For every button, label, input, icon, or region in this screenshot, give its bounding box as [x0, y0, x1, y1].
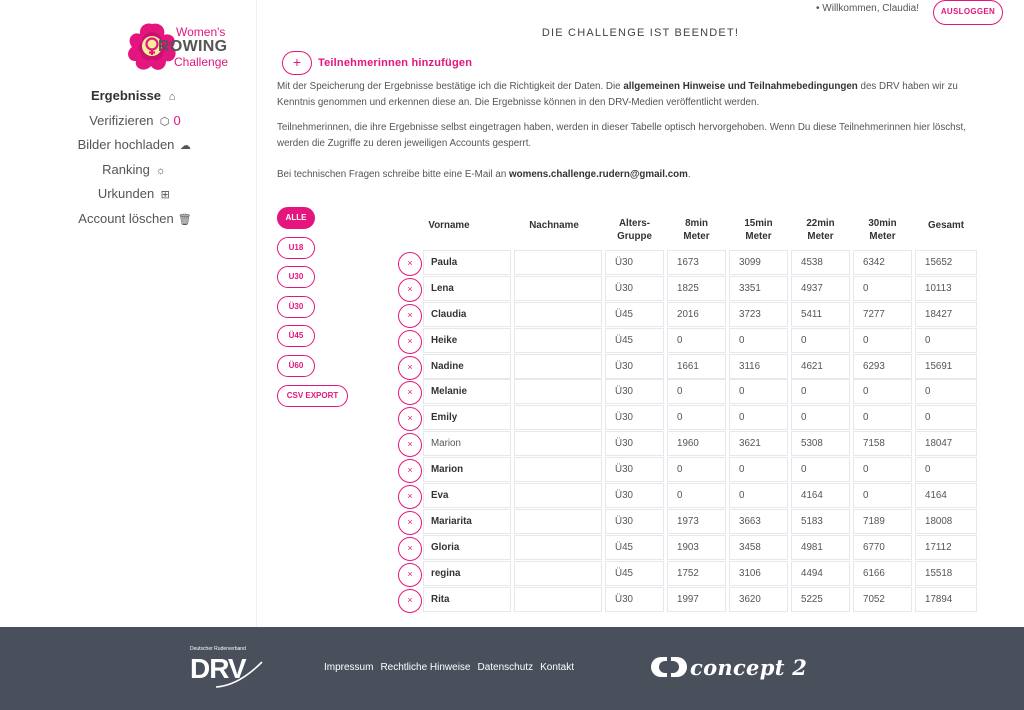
meters-22min-cell[interactable]: 4981	[791, 535, 850, 560]
lightbulb-icon: ☼	[155, 164, 166, 177]
total-cell[interactable]: 18008	[915, 509, 977, 534]
meters-30min-cell[interactable]: 0	[853, 457, 912, 482]
sidebar-nav	[0, 86, 256, 234]
total-cell[interactable]: 15518	[915, 561, 977, 586]
meters-22min-cell[interactable]: 5183	[791, 509, 850, 534]
meters-8min-cell[interactable]: 0	[667, 379, 726, 404]
concept2-wordmark: concept 2	[690, 654, 808, 680]
first-name-cell[interactable]: Eva	[423, 483, 511, 508]
header-vorname[interactable]: Vorname	[428, 220, 470, 231]
sidebar-item-verifizieren[interactable]	[0, 111, 256, 136]
filter-button[interactable]: Ü30	[277, 296, 315, 318]
last-name-cell[interactable]	[514, 328, 602, 353]
add-participants-label[interactable]: Teilnehmerinnen hinzufügen	[318, 57, 473, 69]
total-cell[interactable]: 4164	[915, 483, 977, 508]
meters-15min-cell[interactable]: 3116	[729, 354, 788, 379]
header-22min[interactable]	[791, 217, 850, 243]
trash-icon: 🗑	[177, 213, 192, 226]
filter-button[interactable]: ALLE	[277, 207, 315, 229]
terms-link[interactable]: allgemeinen Hinweise und Teilnahmebedingungen	[623, 81, 858, 92]
sidebar-item-urkunden[interactable]	[0, 184, 256, 209]
delete-participant-button[interactable]: ×	[398, 381, 422, 405]
contact-email[interactable]: womens.challenge.rudern@gmail.com	[509, 169, 688, 180]
meters-8min-cell[interactable]: 2016	[667, 302, 726, 327]
header-15min-1: 15min	[744, 218, 773, 229]
first-name-cell[interactable]: Gloria	[423, 535, 511, 560]
info-terms-text-a: Mit der Speicherung der Ergebnisse bestätige ich die Richtigkeit der Daten. Die	[277, 81, 624, 92]
table-body	[397, 250, 979, 612]
delete-participant-button[interactable]: ×	[398, 563, 422, 587]
info-contact-text: Bei technischen Fragen schreibe bitte eine E-Mail an	[277, 169, 509, 180]
first-name-cell[interactable]: Melanie	[423, 379, 511, 404]
meters-8min-cell[interactable]: 0	[667, 328, 726, 353]
last-name-cell[interactable]	[514, 302, 602, 327]
meters-22min-cell[interactable]: 5308	[791, 431, 850, 456]
meters-15min-cell[interactable]: 3351	[729, 276, 788, 301]
info-terms	[277, 79, 997, 111]
age-group-cell[interactable]: Ü30	[605, 457, 664, 482]
footer-link-datenschutz[interactable]: Datenschutz	[477, 662, 534, 673]
total-cell[interactable]: 0	[915, 328, 977, 353]
header-22min-1: 22min	[806, 218, 835, 229]
meters-15min-cell[interactable]: 0	[729, 457, 788, 482]
csv-export-button[interactable]: CSV EXPORT	[277, 385, 348, 407]
sidebar-item-account-löschen[interactable]	[0, 209, 256, 234]
home-icon: ⌂	[168, 91, 176, 103]
total-cell[interactable]: 0	[915, 405, 977, 430]
age-group-cell[interactable]: Ü45	[605, 535, 664, 560]
last-name-cell[interactable]	[514, 276, 602, 301]
header-15min-2: Meter	[745, 231, 772, 242]
meters-8min-cell[interactable]: 1752	[667, 561, 726, 586]
table-row	[397, 379, 979, 405]
table-header	[397, 217, 979, 247]
last-name-cell[interactable]	[514, 250, 602, 275]
table-row	[397, 354, 979, 380]
meters-30min-cell[interactable]: 7052	[853, 587, 912, 612]
delete-participant-button[interactable]: ×	[398, 459, 422, 483]
welcome-text: • Willkommen, Claudia!	[816, 3, 919, 14]
footer-link-impressum[interactable]: Impressum	[324, 662, 374, 673]
table-row	[397, 405, 979, 431]
footer-link-rechtliche-hinweise[interactable]: Rechtliche Hinweise	[380, 662, 471, 673]
meters-22min-cell[interactable]: 0	[791, 379, 850, 404]
age-group-cell[interactable]: Ü30	[605, 276, 664, 301]
meters-8min-cell[interactable]: 1673	[667, 250, 726, 275]
sidebar-item-label: Ranking	[102, 161, 150, 177]
footer-link-kontakt[interactable]: Kontakt	[540, 662, 575, 673]
meters-22min-cell[interactable]: 4538	[791, 250, 850, 275]
brand-wordmark	[158, 25, 229, 69]
last-name-cell[interactable]	[514, 561, 602, 586]
table-row	[397, 457, 979, 483]
meters-22min-cell[interactable]: 5225	[791, 587, 850, 612]
filter-button[interactable]: U30	[277, 266, 315, 288]
filter-button[interactable]: Ü60	[277, 355, 315, 377]
meters-15min-cell[interactable]: 0	[729, 328, 788, 353]
meters-22min-cell[interactable]: 4937	[791, 276, 850, 301]
results-table	[397, 217, 979, 605]
last-name-cell[interactable]	[514, 457, 602, 482]
delete-participant-button[interactable]: ×	[398, 330, 422, 354]
brand-line-3: Challenge	[174, 55, 229, 69]
table-row	[397, 302, 979, 328]
first-name-cell[interactable]: Lena	[423, 276, 511, 301]
meters-30min-cell[interactable]: 0	[853, 483, 912, 508]
age-group-cell[interactable]: Ü30	[605, 405, 664, 430]
table-row	[397, 276, 979, 302]
meters-30min-cell[interactable]: 0	[853, 405, 912, 430]
meters-8min-cell[interactable]: 0	[667, 483, 726, 508]
last-name-cell[interactable]	[514, 379, 602, 404]
age-group-cell[interactable]: Ü30	[605, 431, 664, 456]
meters-30min-cell[interactable]: 0	[853, 379, 912, 404]
table-row	[397, 587, 979, 613]
meters-15min-cell[interactable]: 3458	[729, 535, 788, 560]
total-cell[interactable]: 17112	[915, 535, 977, 560]
header-nachname[interactable]: Nachname	[529, 220, 579, 231]
table-row	[397, 250, 979, 276]
meters-15min-cell[interactable]: 3099	[729, 250, 788, 275]
age-group-cell[interactable]: Ü30	[605, 250, 664, 275]
upload-cloud-icon: ☁	[179, 140, 191, 153]
footer	[0, 627, 1024, 710]
first-name-cell[interactable]: Heike	[423, 328, 511, 353]
delete-participant-button[interactable]: ×	[398, 407, 422, 431]
sidebar-item-label: Urkunden	[97, 186, 155, 202]
meters-8min-cell[interactable]: 1960	[667, 431, 726, 456]
first-name-cell[interactable]: regina	[423, 561, 511, 586]
meters-22min-cell[interactable]: 0	[791, 457, 850, 482]
meters-15min-cell[interactable]: 3620	[729, 587, 788, 612]
meters-8min-cell[interactable]: 1825	[667, 276, 726, 301]
delete-participant-button[interactable]: ×	[398, 356, 422, 380]
meters-30min-cell[interactable]: 6166	[853, 561, 912, 586]
page-title: DIE CHALLENGE IST BEENDET!	[541, 27, 740, 39]
table-row	[397, 328, 979, 354]
brand-line-2: ROWING	[158, 38, 228, 55]
last-name-cell[interactable]	[514, 535, 602, 560]
sidebar	[0, 0, 256, 627]
meters-15min-cell[interactable]: 3723	[729, 302, 788, 327]
last-name-cell[interactable]	[514, 587, 602, 612]
age-group-cell[interactable]: Ü30	[605, 354, 664, 379]
age-group-cell[interactable]: Ü30	[605, 587, 664, 612]
meters-22min-cell[interactable]: 4621	[791, 354, 850, 379]
first-name-cell[interactable]: Rita	[423, 587, 511, 612]
header-altersgruppe-2: Gruppe	[617, 231, 652, 242]
last-name-cell[interactable]	[514, 509, 602, 534]
total-cell[interactable]: 15652	[915, 250, 977, 275]
total-cell[interactable]: 15691	[915, 354, 977, 379]
table-row	[397, 535, 979, 561]
first-name-cell[interactable]: Marion	[423, 457, 511, 482]
delete-participant-button[interactable]: ×	[398, 511, 422, 535]
header-altersgruppe[interactable]	[605, 217, 664, 243]
first-name-cell[interactable]: Claudia	[423, 302, 511, 327]
meters-22min-cell[interactable]: 4164	[791, 483, 850, 508]
delete-participant-button[interactable]: ×	[398, 537, 422, 561]
sidebar-item-ergebnisse[interactable]	[0, 86, 256, 111]
meters-22min-cell[interactable]: 5411	[791, 302, 850, 327]
meters-8min-cell[interactable]: 1997	[667, 587, 726, 612]
meters-30min-cell[interactable]: 7277	[853, 302, 912, 327]
total-cell[interactable]: 17894	[915, 587, 977, 612]
meters-22min-cell[interactable]: 4494	[791, 561, 850, 586]
add-participants-button[interactable]: +	[282, 51, 312, 75]
total-cell[interactable]: 18427	[915, 302, 977, 327]
age-group-cell[interactable]: Ü30	[605, 509, 664, 534]
info-terms-text-b: des DRV haben wir zu Kenntnis genommen und erkennen diese an. Die Ergebnisse können in den DRV-Medien veröffentlicht werden.	[277, 81, 958, 108]
meters-22min-cell[interactable]: 0	[791, 405, 850, 430]
meters-30min-cell[interactable]: 7158	[853, 431, 912, 456]
drv-logo[interactable]	[190, 646, 270, 694]
header-gesamt[interactable]: Gesamt	[928, 220, 964, 231]
meters-30min-cell[interactable]: 7189	[853, 509, 912, 534]
drv-logo-text: DRV	[190, 653, 246, 684]
verify-count-badge: 0	[173, 112, 181, 128]
header-altersgruppe-1: Alters-	[618, 218, 651, 229]
sidebar-item-ranking[interactable]	[0, 160, 256, 185]
table-row	[397, 561, 979, 587]
age-group-cell[interactable]: Ü45	[605, 561, 664, 586]
meters-15min-cell[interactable]: 0	[729, 379, 788, 404]
header-30min-1: 30min	[868, 218, 897, 229]
meters-8min-cell[interactable]: 1903	[667, 535, 726, 560]
concept2-mark-icon	[650, 656, 688, 678]
age-group-cell[interactable]: Ü30	[605, 483, 664, 508]
meters-22min-cell[interactable]: 0	[791, 328, 850, 353]
first-name-cell[interactable]: Nadine	[423, 354, 511, 379]
header-8min[interactable]	[667, 217, 726, 243]
brand-line-1: Women's	[176, 25, 226, 39]
sidebar-item-label: Account löschen	[78, 210, 174, 226]
delete-participant-button[interactable]: ×	[398, 252, 422, 276]
first-name-cell[interactable]: Mariarita	[423, 509, 511, 534]
first-name-cell[interactable]: Marion	[423, 431, 511, 456]
total-cell[interactable]: 0	[915, 379, 977, 404]
meters-30min-cell[interactable]: 6342	[853, 250, 912, 275]
meters-15min-cell[interactable]: 3106	[729, 561, 788, 586]
meters-30min-cell[interactable]: 0	[853, 328, 912, 353]
total-cell[interactable]: 10113	[915, 276, 977, 301]
header-8min-1: 8min	[685, 218, 708, 229]
meters-15min-cell[interactable]: 0	[729, 483, 788, 508]
info-highlight: Teilnehmerinnen, die ihre Ergebnisse selbst eingetragen haben, werden in dieser Tabelle optisch hervorgehoben. Wenn Du diese Teilnehmerinnen hier löschst, werden die Zugriffe zu deren jeweiligen Accounts gesperrt.	[277, 122, 966, 149]
delete-participant-button[interactable]: ×	[398, 304, 422, 328]
filter-button[interactable]: Ü45	[277, 325, 315, 347]
last-name-cell[interactable]	[514, 405, 602, 430]
meters-8min-cell[interactable]: 0	[667, 457, 726, 482]
brand-logo[interactable]	[126, 20, 256, 74]
age-group-cell[interactable]: Ü45	[605, 328, 664, 353]
header-30min[interactable]	[853, 217, 912, 243]
meters-30min-cell[interactable]: 6293	[853, 354, 912, 379]
cube-icon: ⬡	[159, 115, 170, 128]
footer-links	[324, 662, 581, 673]
delete-participant-button[interactable]: ×	[398, 278, 422, 302]
delete-participant-button[interactable]: ×	[398, 433, 422, 457]
meters-8min-cell[interactable]: 1661	[667, 354, 726, 379]
meters-30min-cell[interactable]: 6770	[853, 535, 912, 560]
header-15min[interactable]	[729, 217, 788, 243]
filter-button[interactable]: U18	[277, 237, 315, 259]
info-contact	[277, 167, 997, 183]
header-8min-2: Meter	[683, 231, 710, 242]
delete-participant-button[interactable]: ×	[398, 485, 422, 509]
last-name-cell[interactable]	[514, 354, 602, 379]
first-name-cell[interactable]: Paula	[423, 250, 511, 275]
header-22min-2: Meter	[807, 231, 834, 242]
meters-8min-cell[interactable]: 1973	[667, 509, 726, 534]
sidebar-item-label: Ergebnisse	[90, 88, 162, 103]
drv-logo-subtitle: Deutscher Ruderverband	[190, 646, 246, 652]
meters-30min-cell[interactable]: 0	[853, 276, 912, 301]
sidebar-item-label: Verifizieren	[89, 112, 154, 128]
concept2-logo[interactable]	[650, 652, 807, 682]
info-contact-end: .	[687, 169, 691, 180]
last-name-cell[interactable]	[514, 483, 602, 508]
meters-15min-cell[interactable]: 0	[729, 405, 788, 430]
meters-15min-cell[interactable]: 3621	[729, 431, 788, 456]
age-group-cell[interactable]: Ü45	[605, 302, 664, 327]
add-participants[interactable]	[282, 51, 472, 75]
table-row	[397, 509, 979, 535]
sidebar-item-label: Bilder hochladen	[77, 137, 175, 153]
total-cell[interactable]: 18047	[915, 431, 977, 456]
total-cell[interactable]: 0	[915, 457, 977, 482]
gift-icon: ⊞	[160, 189, 170, 202]
age-group-filters	[277, 207, 349, 414]
header-30min-2: Meter	[869, 231, 896, 242]
sidebar-item-bilder-hochladen[interactable]	[0, 135, 256, 160]
first-name-cell[interactable]: Emily	[423, 405, 511, 430]
last-name-cell[interactable]	[514, 431, 602, 456]
logout-button[interactable]: AUSLOGGEN	[933, 0, 1003, 25]
table-row	[397, 431, 979, 457]
age-group-cell[interactable]: Ü30	[605, 379, 664, 404]
drv-swoosh-icon	[214, 660, 264, 690]
meters-15min-cell[interactable]: 3663	[729, 509, 788, 534]
table-row	[397, 483, 979, 509]
meters-8min-cell[interactable]: 0	[667, 405, 726, 430]
delete-participant-button[interactable]: ×	[398, 589, 422, 613]
